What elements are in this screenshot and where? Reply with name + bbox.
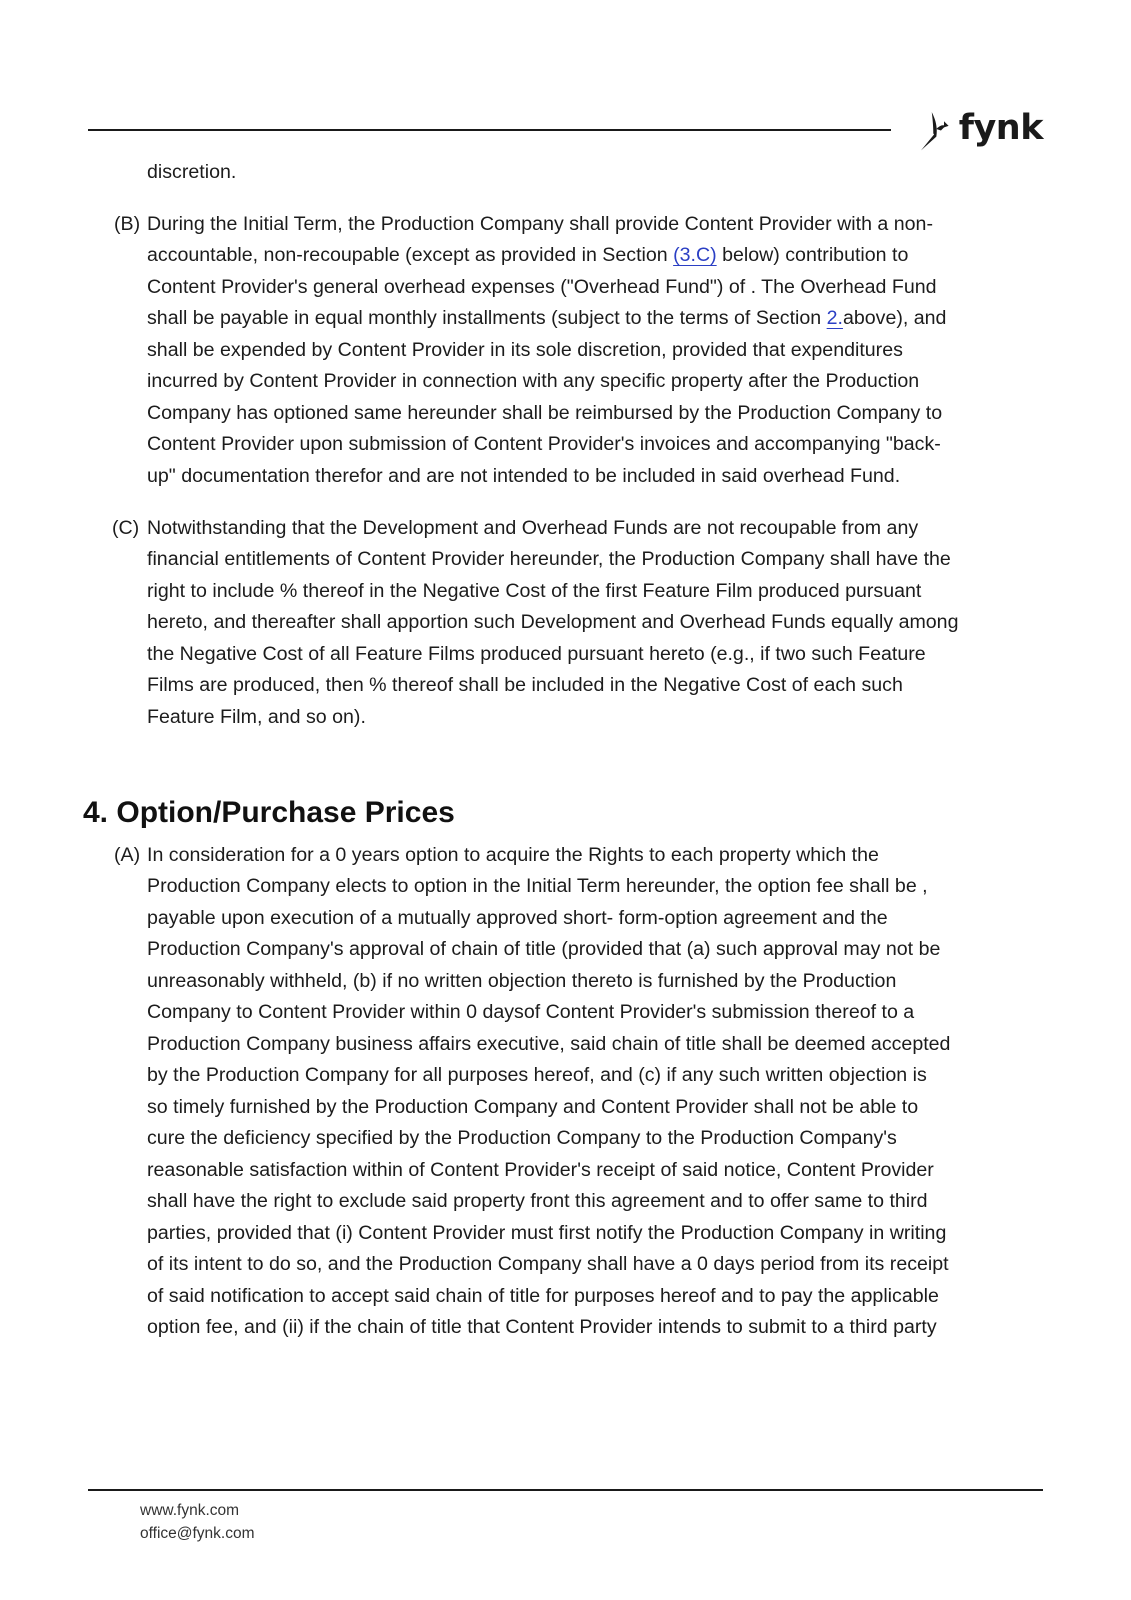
clause-c-line: Notwithstanding that the Development and Overhead Funds are not recoupable from any [147, 517, 919, 539]
clause-a-line: Production Company elects to option in the Initial Term hereunder, the option fee shall be , [147, 875, 928, 897]
footer-rule [88, 1489, 1043, 1491]
clause-b-label: (B) [114, 213, 141, 235]
clause-b-line: shall be payable in equal monthly installments (subject to the terms of Section 2.above), and [147, 307, 947, 329]
footer-email-link[interactable]: office@fynk.com [140, 1525, 255, 1542]
clause-b-line: up" documentation therefor and are not intended to be included in said overhead Fund. [147, 465, 901, 487]
clause-c-line: hereto, and thereafter shall apportion such Development and Overhead Funds equally among [147, 611, 959, 633]
clause-c-line: Feature Film, and so on). [147, 706, 366, 728]
clause-a-line: Company to Content Provider within 0 daysof Content Provider's submission thereof to a [147, 1001, 915, 1023]
clause-a-line: cure the deficiency specified by the Production Company to the Production Company's [147, 1127, 897, 1149]
section-2-link[interactable]: 2. [826, 307, 843, 329]
clause-c-line: the Negative Cost of all Feature Films produced pursuant hereto (e.g., if two such Feature [147, 643, 926, 665]
clause-a-label: (A) [114, 844, 141, 866]
intro-text: discretion. [147, 161, 237, 183]
clause-a-line: In consideration for a 0 years option to acquire the Rights to each property which the [147, 844, 879, 866]
clause-c-line: Films are produced, then % thereof shall be included in the Negative Cost of each such [147, 674, 903, 696]
clause-b-line: During the Initial Term, the Production Company shall provide Content Provider with a non- [147, 213, 933, 235]
clause-a-line: shall have the right to exclude said property front this agreement and to offer same to third [147, 1190, 928, 1212]
clause-a-line: of said notification to accept said chain of title for purposes hereof and to pay the applicable [147, 1285, 939, 1307]
clause-c-line: right to include % thereof in the Negative Cost of the first Feature Film produced pursuant [147, 580, 922, 602]
logo-text: fynk [958, 108, 1043, 148]
clause-a-line: payable upon execution of a mutually approved short- form-option agreement and the [147, 907, 888, 929]
clause-a-line: Production Company's approval of chain of title (provided that (a) such approval may not be [147, 938, 941, 960]
footer-website-link[interactable]: www.fynk.com [140, 1502, 240, 1519]
clause-a-line: reasonable satisfaction within of Content Provider's receipt of said notice, Content Provider [147, 1159, 934, 1181]
clause-b-line: Content Provider's general overhead expenses ("Overhead Fund") of . The Overhead Fund [147, 276, 937, 298]
fynk-bird-icon [918, 104, 958, 160]
clause-a-line: option fee, and (ii) if the chain of title that Content Provider intends to submit to a third party [147, 1316, 937, 1338]
clause-a-line: unreasonably withheld, (b) if no written objection thereto is furnished by the Production [147, 970, 897, 992]
clause-c-line: financial entitlements of Content Provider hereunder, the Production Company shall have the [147, 548, 951, 570]
fynk-logo [918, 104, 1043, 160]
section-3c-link[interactable]: (3.C) [673, 244, 717, 266]
clause-b-line: accountable, non-recoupable (except as provided in Section (3.C) below) contribution to [147, 244, 909, 266]
clause-a-line: parties, provided that (i) Content Provider must first notify the Production Company in writing [147, 1222, 947, 1244]
clause-b-line: Company has optioned same hereunder shall be reimbursed by the Production Company to [147, 402, 943, 424]
clause-c-label: (C) [112, 517, 140, 539]
clause-a-line: by the Production Company for all purposes hereof, and (c) if any such written objection is [147, 1064, 927, 1086]
clause-a-line: so timely furnished by the Production Company and Content Provider shall not be able to [147, 1096, 919, 1118]
clause-a-line: Production Company business affairs executive, said chain of title shall be deemed accepted [147, 1033, 951, 1055]
clause-b-line: incurred by Content Provider in connection with any specific property after the Production [147, 370, 920, 392]
header-rule [88, 129, 891, 131]
clause-a-line: of its intent to do so, and the Production Company shall have a 0 days period from its receipt [147, 1253, 949, 1275]
clause-b-line: shall be expended by Content Provider in its sole discretion, provided that expenditures [147, 339, 903, 361]
clause-b-line: Content Provider upon submission of Content Provider's invoices and accompanying "back- [147, 433, 941, 455]
section-4-heading: 4. Option/Purchase Prices [83, 796, 455, 829]
